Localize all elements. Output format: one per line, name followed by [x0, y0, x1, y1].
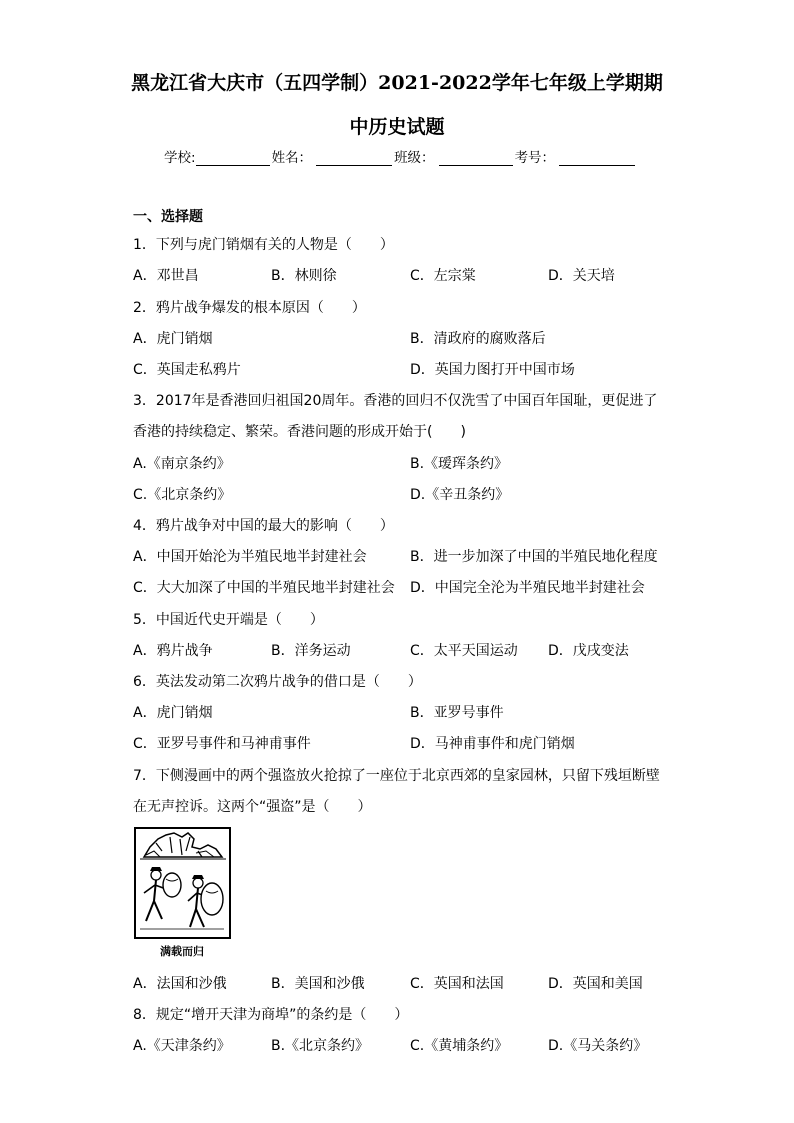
- page-title: 黑龙江省大庆市（五四学制）2021-2022学年七年级上学期期: [131, 72, 663, 94]
- q2-option-b: B．清政府的腐败落后: [410, 331, 546, 347]
- q7-option-d: D．英国和美国: [548, 976, 643, 992]
- q6-option-c: C．亚罗号事件和马神甫事件: [133, 736, 311, 752]
- q6-option-a: A．虎门销烟: [133, 705, 213, 721]
- q1-option-d: D．关天培: [548, 268, 615, 284]
- q4-option-b: B．进一步加深了中国的半殖民地化程度: [410, 549, 658, 565]
- q6-option-d: D．马神甫事件和虎门销烟: [410, 736, 575, 752]
- q5-option-b: B．洋务运动: [271, 643, 351, 659]
- class-label: 班级：: [394, 150, 435, 166]
- question-6-stem: 6．英法发动第二次鸦片战争的借口是（ ）: [133, 674, 422, 690]
- number-label: 考号：: [514, 150, 556, 166]
- q7-option-b: B．美国和沙俄: [271, 976, 365, 992]
- q6-option-b: B．亚罗号事件: [410, 705, 504, 721]
- name-blank[interactable]: [316, 151, 392, 166]
- q5-option-a: A．鸦片战争: [133, 643, 213, 659]
- q1-option-a: A．邓世昌: [133, 268, 199, 284]
- q8-option-c: C.《黄埔条约》: [410, 1038, 509, 1054]
- q1-option-b: B．林则徐: [271, 268, 337, 284]
- page-title-line2: 中历史试题: [349, 116, 445, 138]
- q8-option-a: A.《天津条约》: [133, 1038, 231, 1054]
- cartoon-caption: 满载而归: [160, 945, 204, 958]
- q7-option-c: C．英国和法国: [410, 976, 504, 992]
- q2-option-d: D．英国力图打开中国市场: [410, 362, 575, 378]
- question-7-stem-line2: 在无声控诉。这两个“强盗”是（ ）: [133, 799, 372, 815]
- q2-option-a: A．虎门销烟: [133, 331, 213, 347]
- q1-option-c: C．左宗棠: [410, 268, 476, 284]
- number-blank[interactable]: [559, 151, 635, 166]
- q3-option-d: D.《辛丑条约》: [410, 487, 510, 503]
- question-1-stem: 1．下列与虎门销烟有关的人物是（ ）: [133, 237, 394, 253]
- q2-option-c: C．英国走私鸦片: [133, 362, 241, 378]
- q5-option-c: C．太平天国运动: [410, 643, 518, 659]
- cartoon-image: [134, 827, 231, 939]
- school-blank[interactable]: [196, 151, 270, 166]
- q3-option-c: C.《北京条约》: [133, 487, 232, 503]
- question-7-stem: 7．下侧漫画中的两个强盗放火抢掠了一座位于北京西郊的皇家园林，只留下残垣断壁: [133, 768, 660, 784]
- question-3-stem-line2: 香港的持续稳定、繁荣。香港问题的形成开始于( ): [133, 424, 466, 440]
- q3-option-b: B.《瑷珲条约》: [410, 456, 509, 472]
- q4-option-c: C．大大加深了中国的半殖民地半封建社会: [133, 580, 395, 596]
- q7-option-a: A．法国和沙俄: [133, 976, 227, 992]
- q4-option-d: D．中国完全沦为半殖民地半封建社会: [410, 580, 645, 596]
- q5-option-d: D．戊戌变法: [548, 643, 629, 659]
- student-info-row: [164, 146, 637, 166]
- question-4-stem: 4．鸦片战争对中国的最大的影响（ ）: [133, 518, 394, 534]
- question-3-stem: 3．2017年是香港回归祖国20周年。香港的回归不仅洗雪了中国百年国耻，更促进了: [133, 393, 658, 409]
- q4-option-a: A．中国开始沦为半殖民地半封建社会: [133, 549, 367, 565]
- question-2-stem: 2．鸦片战争爆发的根本原因（ ）: [133, 300, 366, 316]
- question-8-stem: 8．规定“增开天津为商埠”的条约是（ ）: [133, 1007, 409, 1023]
- section-heading: 一、选择题: [133, 209, 203, 225]
- name-label: 姓名：: [271, 150, 313, 166]
- q8-option-d: D.《马关条约》: [548, 1038, 648, 1054]
- q8-option-b: B.《北京条约》: [271, 1038, 370, 1054]
- question-5-stem: 5．中国近代史开端是（ ）: [133, 612, 324, 628]
- q3-option-a: A.《南京条约》: [133, 456, 231, 472]
- school-label: 学校:: [164, 150, 196, 166]
- class-blank[interactable]: [439, 151, 513, 166]
